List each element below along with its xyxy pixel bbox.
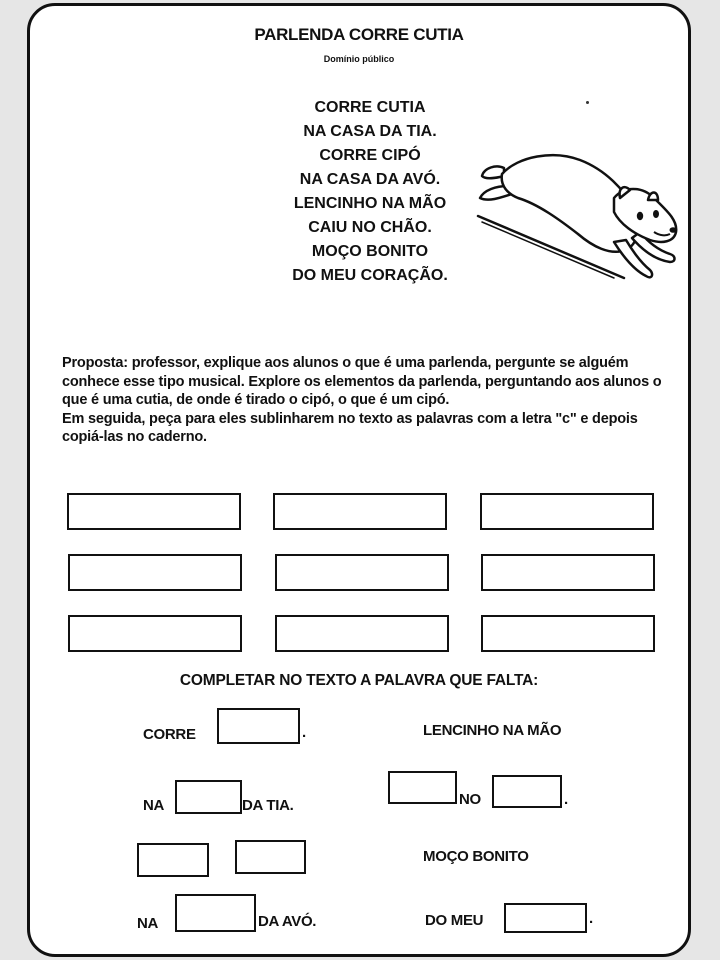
answer-blank[interactable] <box>175 780 242 814</box>
word-box[interactable] <box>68 554 242 591</box>
exercise-word: CORRE <box>143 726 196 743</box>
answer-blank[interactable] <box>235 840 306 874</box>
poem-line: CORRE CUTIA <box>314 99 426 116</box>
exercise-punctuation: . <box>564 791 568 808</box>
answer-blank[interactable] <box>217 708 300 744</box>
exercise-word: NO <box>459 791 481 808</box>
page-subtitle: Domínio público <box>323 54 395 64</box>
word-box[interactable] <box>275 615 449 652</box>
proposal-paragraph: Em seguida, peça para eles sublinharem no texto as palavras com a letra "c" e depois copiá-las no caderno. <box>62 410 638 445</box>
cutia-running-icon <box>474 146 684 296</box>
answer-blank[interactable] <box>504 903 587 933</box>
word-box[interactable] <box>275 554 449 591</box>
exercise-word: DA TIA. <box>242 797 294 814</box>
word-box[interactable] <box>480 493 654 530</box>
exercise-word: DO MEU <box>425 912 484 929</box>
poem-line: NA CASA DA AVÓ. <box>299 171 441 188</box>
exercise-instruction: COMPLETAR NO TEXTO A PALAVRA QUE FALTA: <box>179 672 539 689</box>
answer-blank[interactable] <box>388 771 457 804</box>
word-box[interactable] <box>67 493 241 530</box>
exercise-word: LENCINHO NA MÃO <box>423 722 562 739</box>
exercise-word: MOÇO BONITO <box>423 848 529 865</box>
word-box[interactable] <box>273 493 447 530</box>
poem-line: CAIU NO CHÃO. <box>308 219 432 236</box>
poem-line: NA CASA DA TIA. <box>303 123 437 140</box>
word-box[interactable] <box>481 554 655 591</box>
proposal-text <box>62 354 674 447</box>
poem-line: MOÇO BONITO <box>311 243 429 260</box>
exercise-punctuation: . <box>589 910 593 927</box>
exercise-word: NA <box>143 797 165 814</box>
poem-line: CORRE CIPÓ <box>319 147 421 164</box>
answer-blank[interactable] <box>175 894 256 932</box>
exercise-punctuation: . <box>302 724 306 741</box>
word-box[interactable] <box>481 615 655 652</box>
word-box[interactable] <box>68 615 242 652</box>
answer-blank[interactable] <box>492 775 562 808</box>
exercise-word: DA AVÓ. <box>258 913 317 930</box>
worksheet <box>27 3 691 957</box>
answer-blank[interactable] <box>137 843 209 877</box>
exercise-word: NA <box>137 915 159 932</box>
speck <box>586 101 589 104</box>
poem-line: DO MEU CORAÇÃO. <box>292 267 448 284</box>
poem-line: LENCINHO NA MÃO <box>293 195 447 212</box>
proposal-paragraph: Proposta: professor, explique aos alunos o que é uma parlenda, pergunte se alguém conhece esse tipo musical. Explore os elementos da parlenda, perguntando aos alunos o que é uma cutia, de onde é tirado o cipó, o que é um cipó. <box>62 355 662 408</box>
page-title: PARLENDA CORRE CUTIA <box>254 25 464 44</box>
